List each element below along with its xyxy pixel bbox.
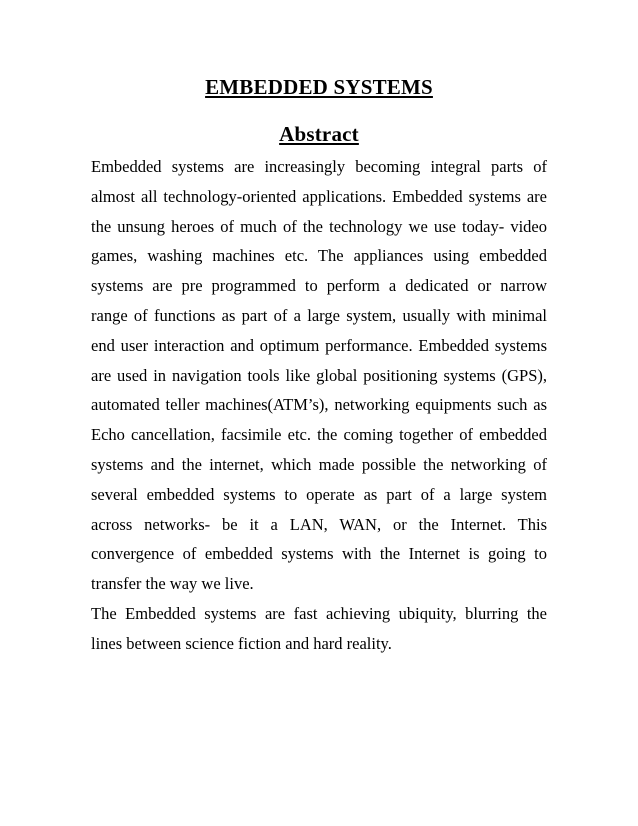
text-line: across networks- be it a LAN, WAN, or the Internet. This	[91, 514, 547, 534]
text-line: almost all technology-oriented applications. Embedded systems are	[91, 186, 547, 206]
text-line: automated teller machines(ATM’s), networking equipments such as	[91, 395, 547, 415]
text-line: systems are pre programmed to perform a dedicated or narrow	[91, 276, 547, 296]
text-line: Embedded systems are increasingly becoming integral parts of	[91, 157, 547, 176]
text-line: transfer the way we live.	[91, 574, 254, 594]
text-line: systems and the internet, which made possible the networking of	[91, 454, 547, 474]
text-line: the unsung heroes of much of the technology we use today- video	[91, 216, 547, 236]
text-line: games, washing machines etc. The appliances using embedded	[91, 246, 547, 266]
document-title: EMBEDDED SYSTEMS	[205, 75, 433, 99]
abstract-heading: Abstract	[279, 122, 359, 146]
text-line: range of functions as part of a large system, usually with minimal	[91, 305, 547, 325]
text-line: Echo cancellation, facsimile etc. the coming together of embedded	[91, 425, 547, 445]
text-line: lines between science fiction and hard reality.	[91, 633, 392, 653]
abstract-body	[91, 152, 547, 659]
text-line: end user interaction and optimum performance. Embedded systems	[91, 335, 547, 355]
paragraph-2	[91, 599, 547, 659]
paragraph-1	[91, 152, 547, 599]
text-line: are used in navigation tools like global positioning systems (GPS),	[91, 365, 547, 385]
text-line: The Embedded systems are fast achieving ubiquity, blurring the	[91, 603, 547, 623]
text-line: convergence of embedded systems with the Internet is going to	[91, 544, 547, 564]
text-line: several embedded systems to operate as part of a large system	[91, 484, 547, 504]
